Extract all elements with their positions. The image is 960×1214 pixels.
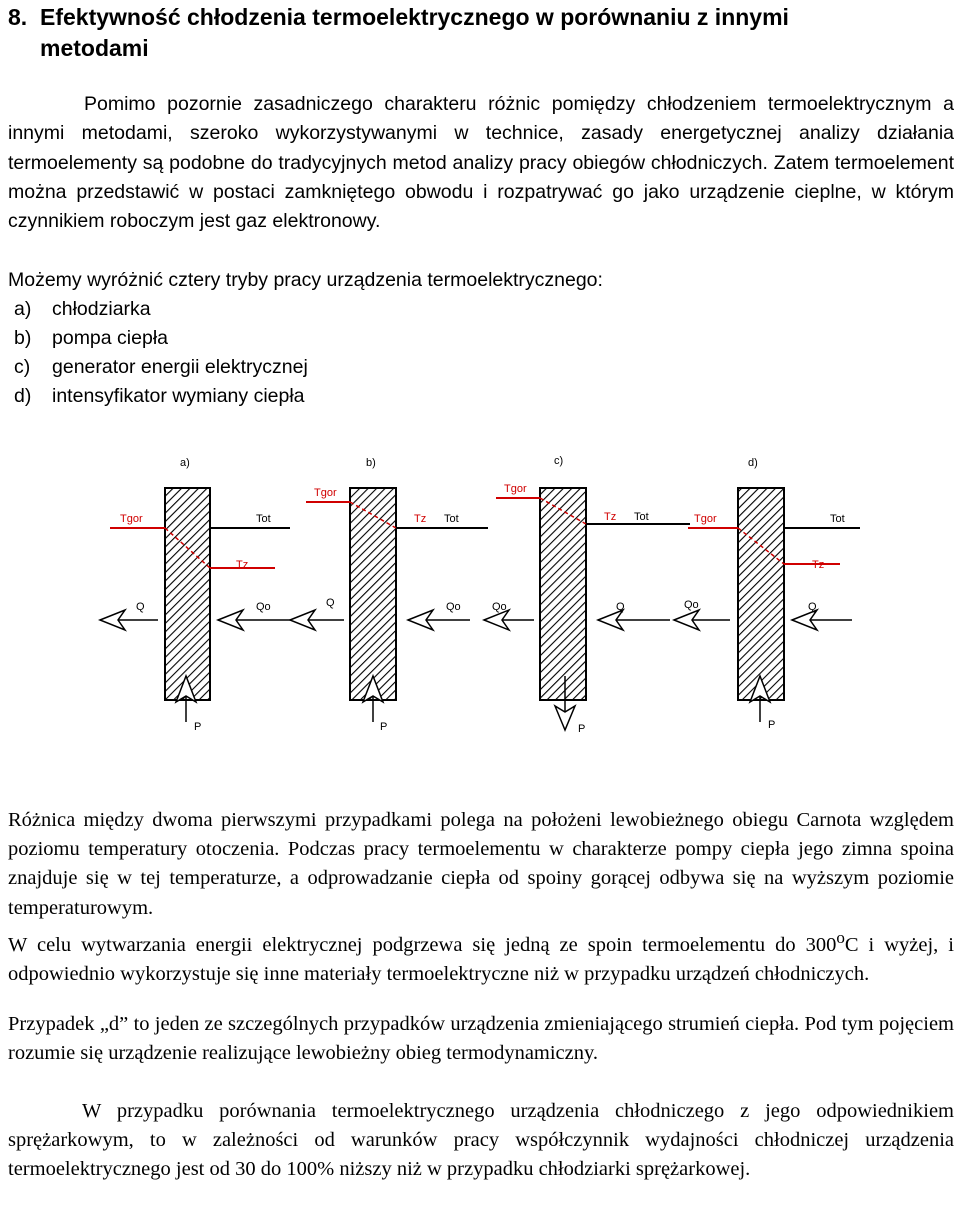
cold-temp-label: Tz [236,559,249,571]
heat-label: Qo [684,599,699,611]
mode-marker: c) [14,356,31,378]
power-label: P [194,721,202,733]
heat-label: Q [616,601,625,613]
thermoelement-block [738,488,784,700]
section-heading [8,2,948,64]
section-number: 8. [8,4,28,30]
heat-label: Qo [446,601,461,613]
mode-text: chłodziarka [52,298,151,320]
ambient-temp-label: Tot [256,513,271,525]
comparison-compressor-paragraph: W przypadku porównania termoelektrycznego urządzenia chłodniczego z jego odpowiednikiem sprężarkowym, to w zależności od warunków pracy współczynnik wydajności chłodniczej urządzenia termoelektrycznego jest od 30 do 100% niższy niż w przypadku chłodziarki sprężarkowej. [8,1100,954,1181]
generation-text-before: W celu wytwarzania energii elektrycznej podgrzewa się jedną ze spoin termoelementu do 300 [8,933,837,956]
panel-tag: c) [554,455,564,467]
hot-temp-label: Tgor [694,513,717,525]
modes-intro: Możemy wyróżnić cztery tryby pracy urządzenia termoelektrycznego: [8,269,603,291]
generation-unit: C [844,933,859,956]
heat-label: Qo [256,601,271,613]
mode-item [8,382,305,411]
power-label: P [578,723,586,735]
mode-item [8,295,151,324]
panel-c [484,455,690,735]
heat-label: Q [808,601,817,613]
cold-temp-label: Tz [414,513,427,525]
thermoelement-block [165,488,210,700]
cold-temp-label: Tz [604,511,617,523]
ambient-temp-label: Tot [830,513,845,525]
comparison-paragraph: Różnica między dwoma pierwszymi przypadkami polega na położeni lewobieżnego obiegu Carnota względem poziomu temperatury otoczenia. Podczas pracy termoelementu w charakterze pompy ciepła jego zimna spoina znajduje się w tej temperaturze, a odprowadzanie ciepła od spoiny gorącej odbywa się na wyższym poziomie temperaturowym. [8,809,954,919]
mode-marker: b) [14,327,32,349]
heat-label: Q [136,601,145,613]
intro-paragraph: Pomimo pozornie zasadniczego charakteru różnic pomiędzy chłodzeniem termoelektrycznym a innymi metodami, szeroko wykorzystywanymi w technice, zasady energetycznej analizy działania termoelementy są podobne do tradycyjnych metod analizy pracy obiegów chłodniczych. Zatem termoelement można przedstawić w postaci zamkniętego obwodu i rozpatrywać go jako urządzenie cieplne, w którym czynnikiem roboczym jest gaz elektronowy. [8,93,954,233]
case-d-paragraph: Przypadek „d” to jeden ze szczególnych przypadków urządzenia zmieniającego strumień ciepła. Pod tym pojęciem rozumie się urządzenie realizujące lewobieżny obieg termodynamiczny. [8,1013,954,1065]
mode-marker: a) [14,298,32,320]
panel-tag: d) [748,457,758,469]
panel-tag: b) [366,457,376,469]
panel-a [100,457,290,733]
mode-text: intensyfikator wymiany ciepła [52,385,305,407]
degree-sup: o [836,928,845,947]
mode-text: generator energii elektrycznej [52,356,308,378]
power-label: P [380,721,388,733]
panel-d [674,457,860,731]
generation-text-after: i wyżej, i odpowiednio wykorzystuje się inne materiały termoelektryczne niż w przypadku urządzeń chłodniczych. [8,933,954,986]
ambient-temp-label: Tot [634,511,649,523]
mode-text: pompa ciepła [52,327,168,349]
mode-marker: d) [14,385,32,407]
heading-line-2: metodami [40,35,149,61]
ambient-temp-label: Tot [444,513,459,525]
hot-temp-label: Tgor [504,483,527,495]
mode-item [8,324,168,353]
mode-item [8,353,308,382]
heat-label: Q [326,597,335,609]
thermoelement-block [350,488,396,700]
generation-paragraph [8,923,954,989]
power-label: P [768,719,776,731]
heat-label: Qo [492,601,507,613]
hot-temp-label: Tgor [314,487,337,499]
panel-tag: a) [180,457,190,469]
cold-temp-label: Tz [812,559,825,571]
panel-b [290,457,488,733]
hot-temp-label: Tgor [120,513,143,525]
heading-line-1: Efektywność chłodzenia termoelektrycznego w porównaniu z innymi [40,4,789,30]
operating-modes-diagram [0,440,960,780]
